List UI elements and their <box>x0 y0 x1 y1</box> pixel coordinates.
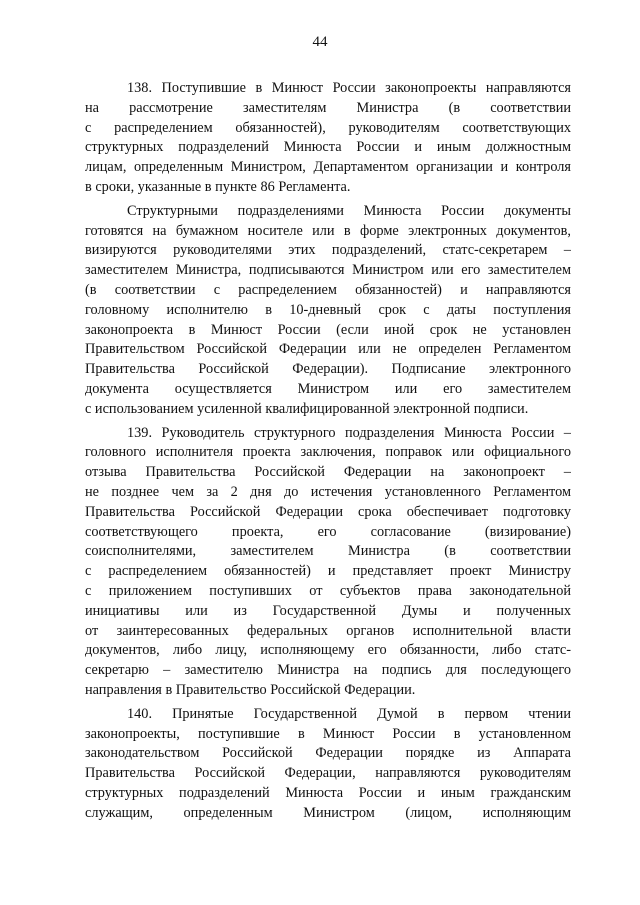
text-line: Правительства Российской Федерации, направляются руководителям <box>85 765 571 782</box>
text-line: от заинтересованных федеральных органов исполнительной власти <box>85 622 571 639</box>
text-line: Структурными подразделениями Минюста России документы <box>127 202 571 219</box>
text-line: законопроекты, поступившие в Минюст России в установленном <box>85 725 571 742</box>
text-line: 138. Поступившие в Минюст России законопроекты направляются <box>127 80 571 96</box>
text-line: готовятся на бумажном носителе или в форме электронных документов, <box>85 222 571 239</box>
text-line: 140. Принятые Государственной Думой в первом чтении <box>127 705 571 722</box>
text-line: соответствующего проекта, его согласование (визирование) <box>85 523 571 540</box>
text-line: с распределением обязанностей), руководителям соответствующих <box>85 119 571 136</box>
text-line: на рассмотрение заместителям Министра (в соответствии <box>85 99 571 116</box>
text-line: (в соответствии с распределением обязанностей) и направляются <box>85 281 571 298</box>
page-number: 44 <box>312 34 328 50</box>
text-line: секретарю – заместителю Министра на подпись для последующего <box>85 662 571 679</box>
text-line: документов, либо лицу, исполняющему его обязанности, либо статс- <box>85 642 571 659</box>
text-line: головному исполнителю в 10-дневный срок с даты поступления <box>85 301 571 318</box>
text-line: направления в Правительство Российской Федерации. <box>85 681 416 698</box>
text-line: структурных подразделений Минюста России и иным должностным <box>85 139 571 156</box>
text-line: служащим, определенным Министром (лицом, исполняющим <box>85 804 571 821</box>
text-line: с распределением обязанностей) и представляет проект Министру <box>85 563 571 580</box>
text-line: законодательством Российской Федерации порядке из Аппарата <box>85 745 571 762</box>
text-line: Правительства Российской Федерации). Подписание электронного <box>85 361 571 378</box>
text-line: в сроки, указанные в пункте 86 Регламента. <box>85 178 351 195</box>
text-line: отзыва Правительства Российской Федерации на законопроект – <box>85 464 571 481</box>
text-line: 139. Руководитель структурного подразделения Минюста России – <box>127 424 571 441</box>
text-line: головного исполнителя проекта заключения, поправок или официального <box>85 444 571 461</box>
text-line: с приложением поступивших от субъектов права законодательной <box>85 582 571 599</box>
text-line: не позднее чем за 2 дня до истечения установленного Регламентом <box>85 483 571 500</box>
text-line: с использованием усиленной квалифицированной электронной подписи. <box>85 400 529 417</box>
text-line: Правительства Российской Федерации срока обеспечивает подготовку <box>85 503 571 520</box>
text-line: лицам, определенным Министром, Департаментом организации и контроля <box>85 159 571 176</box>
text-line: законопроекта в Минюст России (если иной срок не установлен <box>85 321 571 338</box>
text-line: документа осуществляется Министром или его заместителем <box>85 380 571 397</box>
text-line: соисполнителями, заместителем Министра (в соответствии <box>85 543 571 560</box>
text-line: заместителем Министра, подписываются Министром или его заместителем <box>85 262 571 279</box>
text-line: визируются руководителями этих подразделений, статс-секретарем – <box>85 242 571 259</box>
text-line: Правительством Российской Федерации или не определен Регламентом <box>85 341 571 358</box>
text-line: структурных подразделений Минюста России и иным гражданским <box>85 784 571 801</box>
document-body <box>85 79 571 823</box>
text-line: инициативы или из Государственной Думы и полученных <box>85 602 571 619</box>
